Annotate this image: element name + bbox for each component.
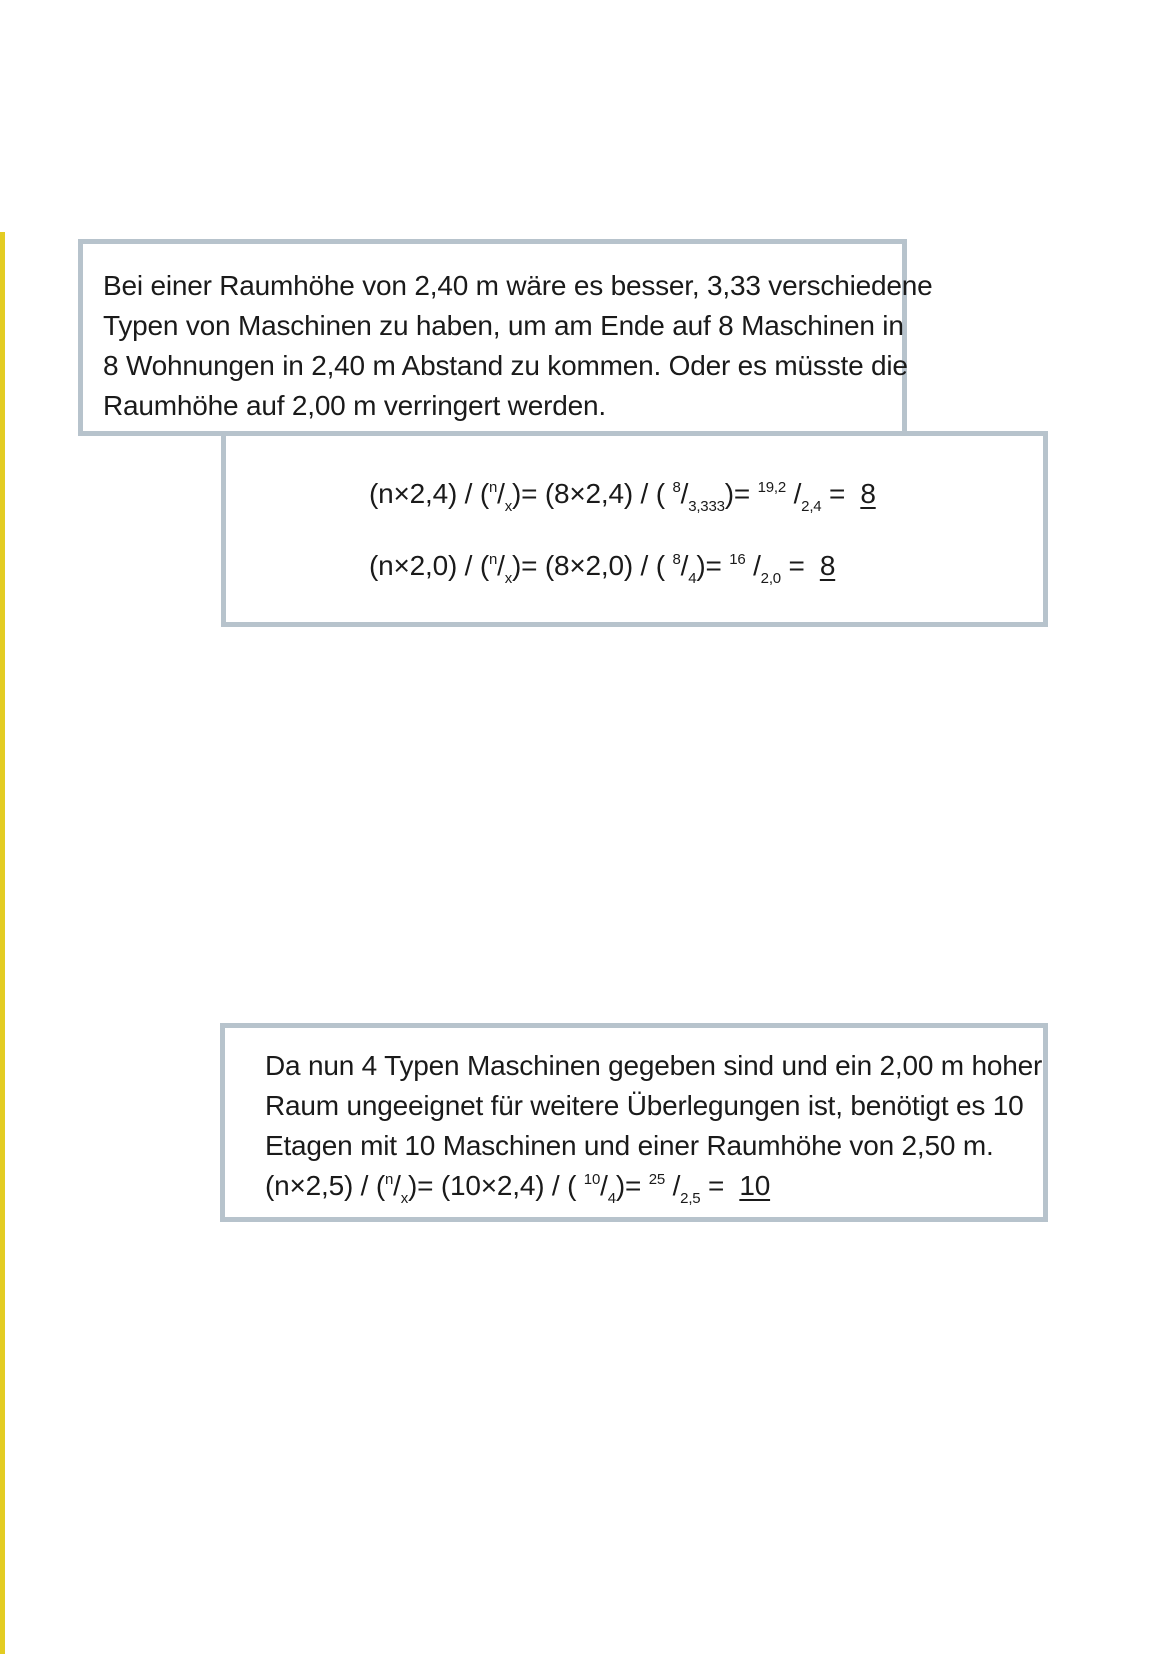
- formula-slash: /: [680, 550, 689, 581]
- formula-text: )= (8×2,4) / (: [512, 478, 673, 509]
- formula-superscript: 8: [672, 551, 681, 568]
- formula-slash: /: [786, 478, 802, 509]
- left-accent-bar: [0, 232, 5, 1654]
- text-box-room-height: [78, 239, 933, 436]
- paragraph-line: Raum ungeeignet für weitere Überlegungen ist, benötigt es 10: [265, 1090, 1024, 1121]
- formula-text: )=: [724, 478, 758, 509]
- formula-equals: =: [700, 1170, 740, 1201]
- formula-box: [221, 431, 1048, 627]
- formula-slash: /: [600, 1170, 608, 1201]
- formula-slash: /: [497, 550, 505, 581]
- formula-superscript: n: [488, 479, 498, 496]
- formula-text: (n×2,4) / (: [369, 478, 489, 509]
- formula-equals: =: [780, 550, 820, 581]
- formula-result: 8: [819, 550, 836, 581]
- formula-subscript: 2,0: [760, 570, 781, 587]
- formula-subscript: 2,5: [680, 1190, 701, 1207]
- formula-slash: /: [393, 1170, 401, 1201]
- paragraph-line: Raumhöhe auf 2,00 m verringert werden.: [103, 390, 606, 421]
- formula-text: (n×2,0) / (: [369, 550, 489, 581]
- formula-text: )=: [615, 1170, 649, 1201]
- paragraph-conclusion: [265, 1046, 1042, 1166]
- formula-superscript: 25: [648, 1171, 665, 1188]
- formula-text: )= (10×2,4) / (: [408, 1170, 584, 1201]
- paragraph-line: 8 Wohnungen in 2,40 m Abstand zu kommen. Oder es müsste die: [103, 350, 908, 381]
- formula-superscript: 19,2: [757, 479, 786, 496]
- paragraph-line: Typen von Maschinen zu haben, um am Ende auf 8 Maschinen in: [103, 310, 904, 341]
- paragraph-line: Etagen mit 10 Maschinen und einer Raumhöhe von 2,50 m.: [265, 1130, 994, 1161]
- formula-2-4: [369, 474, 876, 514]
- formula-slash: /: [680, 478, 689, 509]
- formula-subscript: 2,4: [801, 498, 822, 515]
- formula-subscript: x: [504, 498, 513, 515]
- formula-equals: =: [821, 478, 861, 509]
- formula-superscript: n: [384, 1171, 394, 1188]
- formula-subscript: 4: [688, 570, 697, 587]
- formula-2-5: [265, 1166, 770, 1206]
- formula-subscript: x: [504, 570, 513, 587]
- text-box-conclusion: [220, 1023, 1048, 1222]
- formula-subscript: 3,333: [688, 498, 725, 515]
- formula-result: 10: [739, 1170, 771, 1201]
- formula-superscript: 10: [583, 1171, 601, 1188]
- formula-superscript: 8: [672, 479, 681, 496]
- formula-text: )=: [696, 550, 730, 581]
- formula-result: 8: [860, 478, 876, 509]
- formula-2-0: [369, 546, 835, 586]
- formula-slash: /: [497, 478, 505, 509]
- formula-subscript: x: [400, 1190, 409, 1207]
- paragraph-line: Da nun 4 Typen Maschinen gegeben sind und ein 2,00 m hoher: [265, 1050, 1043, 1081]
- formula-superscript: n: [488, 551, 498, 568]
- formula-subscript: 4: [607, 1190, 616, 1207]
- formula-slash: /: [665, 1170, 681, 1201]
- formula-slash: /: [745, 550, 761, 581]
- paragraph-room-height: [103, 266, 932, 426]
- paragraph-line: Bei einer Raumhöhe von 2,40 m wäre es besser, 3,33 verschiedene: [103, 270, 933, 301]
- formula-text: (n×2,5) / (: [265, 1170, 385, 1201]
- formula-text: )= (8×2,0) / (: [512, 550, 673, 581]
- formula-superscript: 16: [729, 551, 746, 568]
